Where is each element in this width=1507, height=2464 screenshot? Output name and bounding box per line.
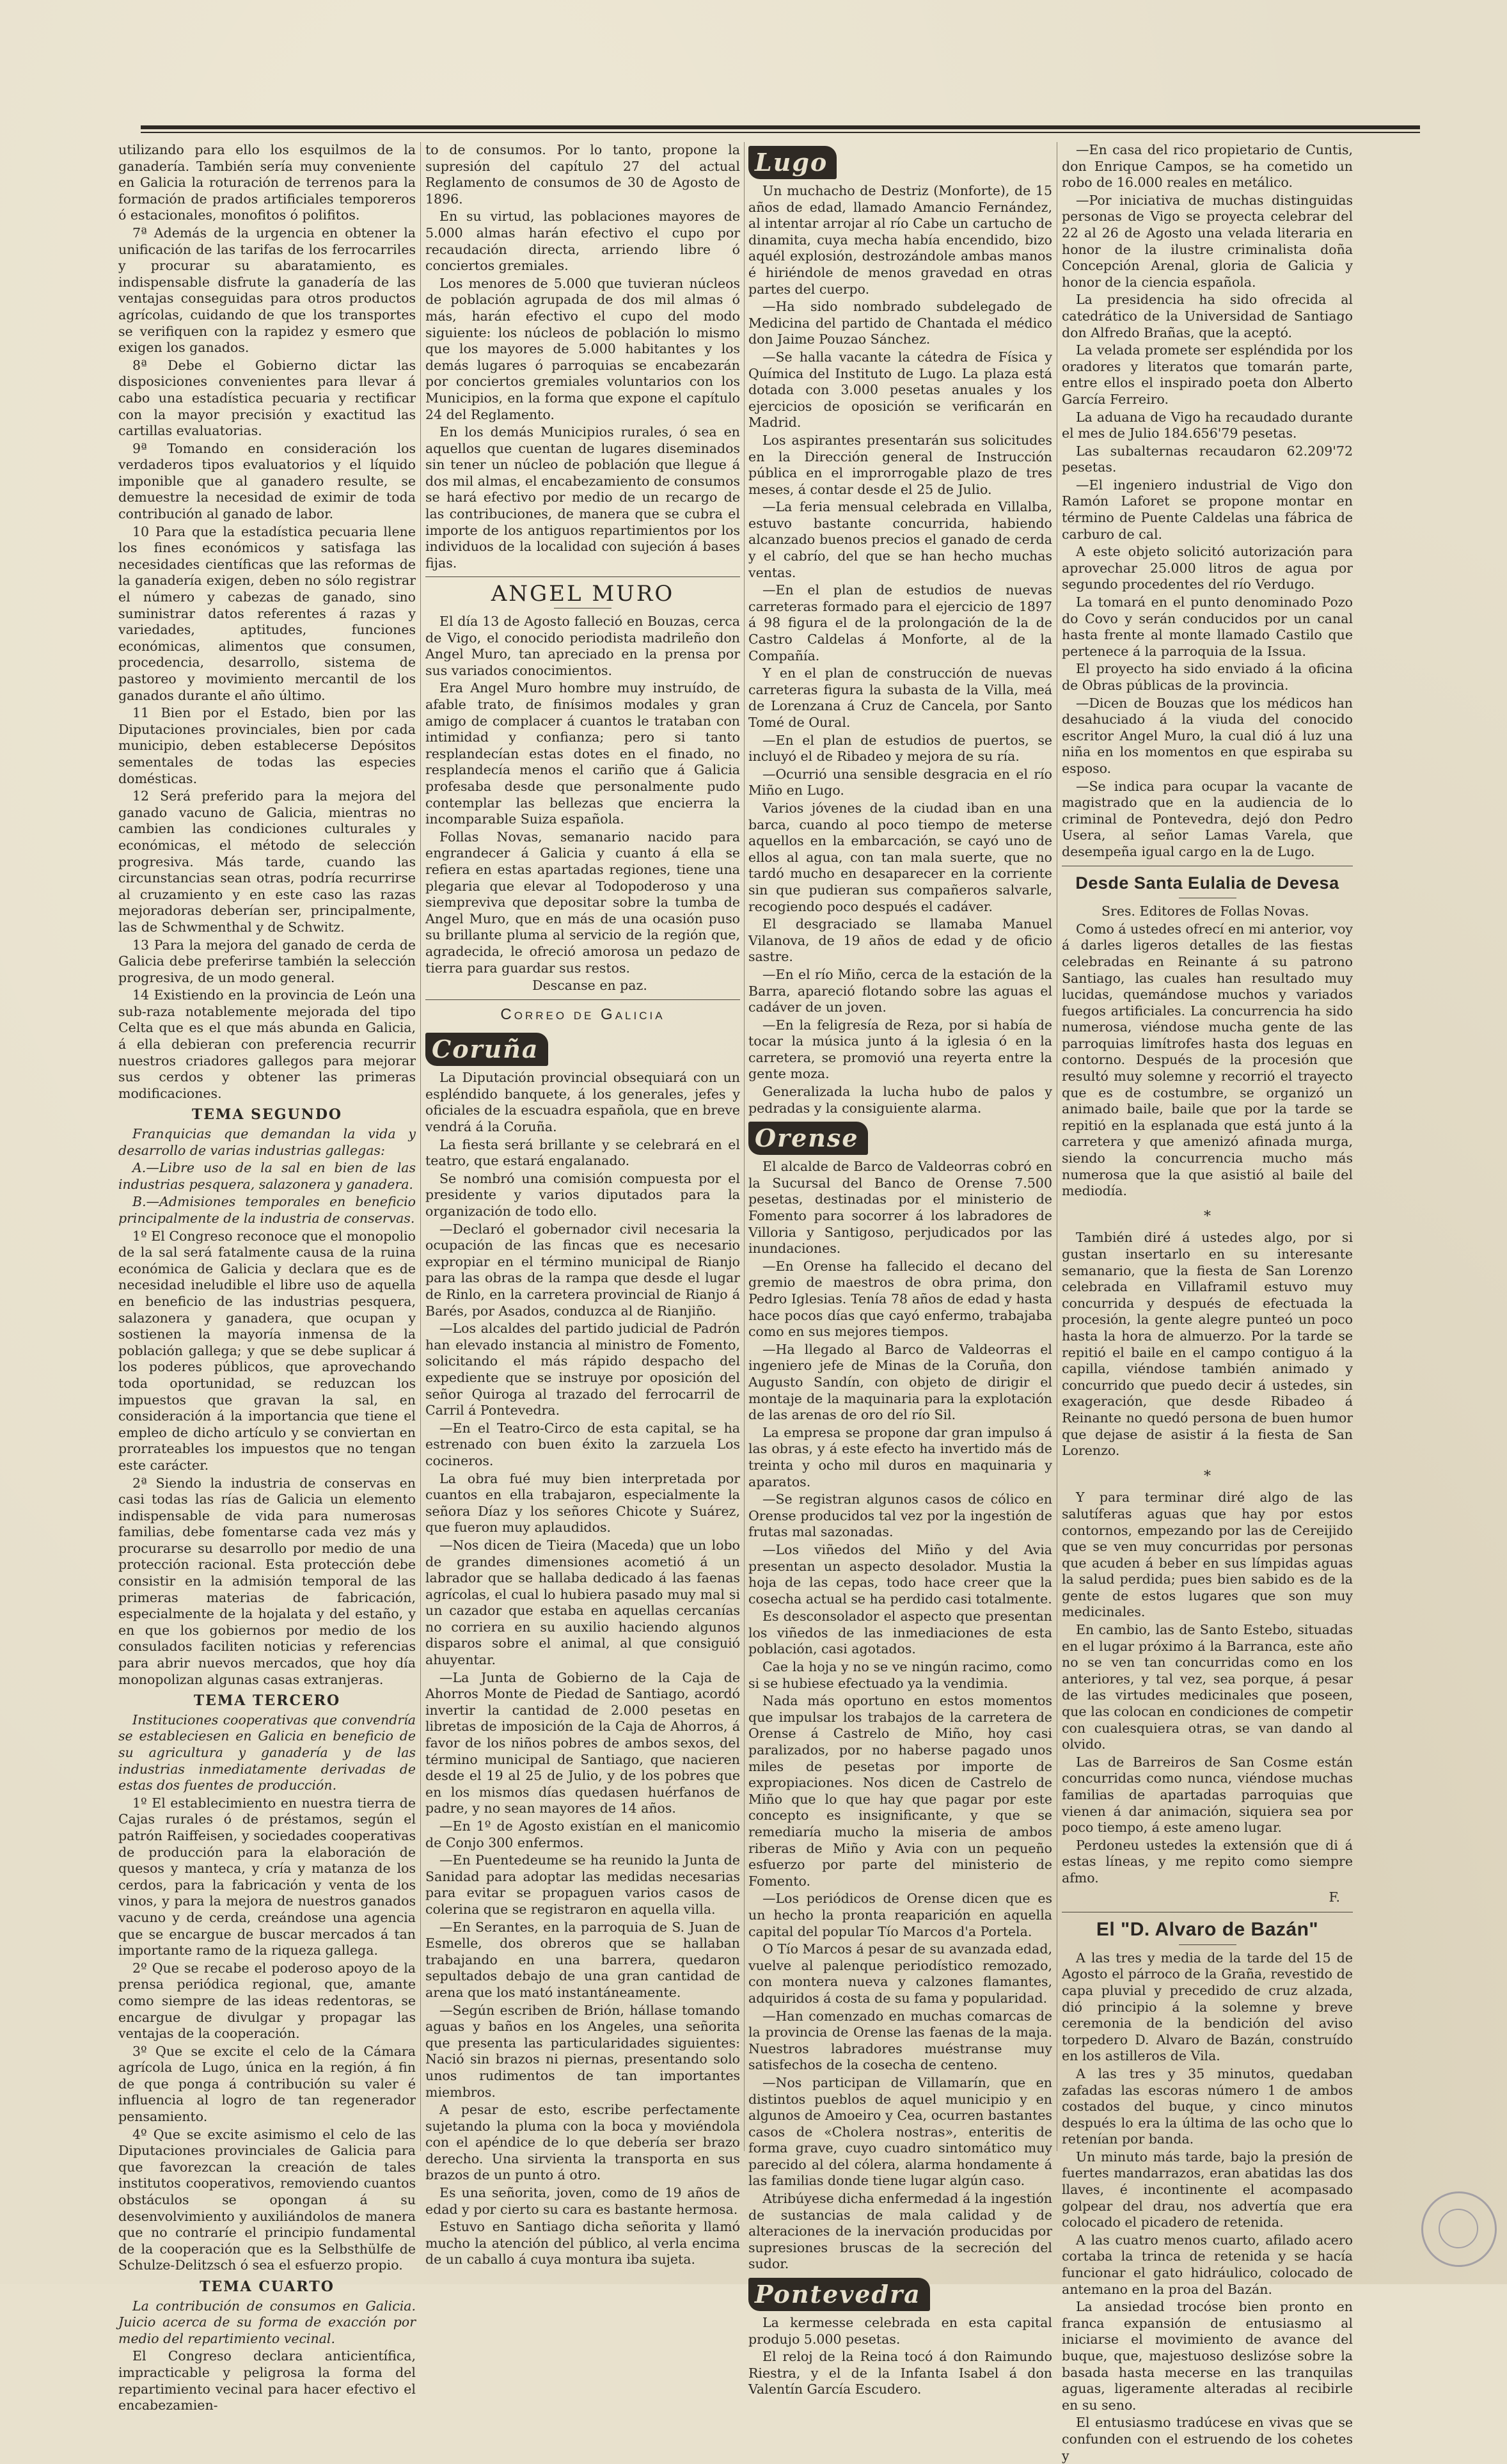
paragraph: El proyecto ha sido enviado á la oficina de Obras públicas de la provincia. (1062, 661, 1353, 693)
paragraph: Los aspirantes presentarán sus solicitudes en la Dirección general de Instrucción pública en el improrrogable plazo de tres meses, á contar desde el 25 de Julio. (748, 432, 1052, 497)
paragraph: En su virtud, las poblaciones mayores de 5.000 almas harán efectivo el cupo por recaudación directa, arriendo libre ó conciertos gremiales. (425, 209, 740, 274)
paragraph: Y en el plan de construcción de nuevas carreteras figura la subasta de la Villa, meá de Lorenzana á Cruz de Cancela, por Santo Tomé de Oural. (748, 665, 1052, 730)
paragraph: Un minuto más tarde, bajo la presión de fuertes mandarrazos, eran abatidas las dos llaves, é incontinente el acompasado golpear del drau, nos advertía que era colocado el picadero de retenida. (1062, 2149, 1353, 2230)
paragraph: Un muchacho de Destriz (Monforte), de 15 años de edad, llamado Amancio Fernández, al intentar arrojar al río Cabe un cartucho de dinamita, cuya mecha había encendido, bizo aquél explosión, destrozándole ambas manos é hiriéndole de menos gravedad en otras partes del cuerpo. (748, 183, 1052, 297)
article-title: Desde Santa Eulalia de Devesa (1075, 873, 1339, 893)
paragraph: to de consumos. Por lo tanto, propone la supresión del capítulo 27 del actual Reglamento de consumos de 30 de Agosto de 1896. (425, 142, 740, 207)
paragraph: —Los periódicos de Orense dicen que es un hecho la pronta reaparición en aquella capital del popular Tío Marcos d'a Portela. (748, 1891, 1052, 1939)
paragraph: Las subalternas recaudaron 62.209'72 pesetas. (1062, 443, 1353, 475)
section-heading: TEMA CUARTO (200, 2278, 335, 2295)
paragraph: 9ª Tomando en consideración los verdaderos tipos evaluatorios y el líquido imponible que al ganadero resulte, se demuestre la necesidad de eximir de toda contribución al ganado de labor. (118, 440, 416, 522)
paragraph: —En 1º de Agosto existían en el manicomio de Conjo 300 enfermos. (425, 1818, 740, 1850)
paragraph: —Ocurrió una sensible desgracia en el río Miño en Lugo. (748, 766, 1052, 799)
city-banner-pontevedra: Pontevedra (748, 2278, 930, 2311)
paragraph: Las de Barreiros de San Cosme están concurridas como nunca, viéndose muchas familias de apartadas parroquias que vienen á dar animación, siquiera sea por poco tiempo, á este ameno lugar. (1062, 1754, 1353, 1836)
paragraph: Descanse en paz. (532, 978, 647, 994)
paragraph: —En Puentedeume se ha reunido la Junta de Sanidad para adoptar las medidas necesarias para evitar se propaguen varios casos de colerina que se registraron en aquella villa. (425, 1852, 740, 1917)
paragraph: La velada promete ser espléndida por los oradores y literatos que tomarán parte, entre ellos el inspirado poeta don Alberto García Ferreiro. (1062, 342, 1353, 407)
header-rule (141, 125, 1420, 129)
paragraph: A este objeto solicitó autorización para aprovechar 25.000 litros de agua por segundo procedentes del río Verdugo. (1062, 544, 1353, 592)
paragraph: —Se registran algunos casos de cólico en Orense producidos tal vez por la ingestión de frutas mal sazonadas. (748, 1491, 1052, 1540)
paragraph: El alcalde de Barco de Valdeorras cobró en la Sucursal del Banco de Orense 7.500 pesetas, destinadas por el ministerio de Fomento para socorrer á los labradores de Villoria y Santigoso, perjudicados por las inundaciones. (748, 1159, 1052, 1257)
paragraph: Como á ustedes ofrecí en mi anterior, voy á darles ligeros detalles de las fiestas celebradas en Reinante á su patrono Santiago, las cuales han resultado muy lucidas, quemándose muchos y variados fuegos artificiales. La concurrencia ha sido numerosa, viéndose mucha gente de las parroquias limítrofes hasta dos leguas en contorno. Después de la procesión que resultó muy solemne y recorrió el trayecto que es de costumbre, se organizó un animado baile, baile que por la tarde se repitió en la esplanada que está junto á la carretera y que amenizó afinada murga, siendo la concurrencia mucho más numerosa que la que asistió al baile del mediodía. (1062, 921, 1353, 1199)
section-subtitle: B.—Admisiones temporales en beneficio principalmente de la industria de conservas. (118, 1194, 416, 1226)
asterism: * (1204, 1468, 1211, 1484)
paragraph: —En casa del rico propietario de Cuntis, don Enrique Campos, se ha cometido un robo de 16.000 reales en metálico. (1062, 142, 1353, 191)
paragraph: 12 Será preferido para la mejora del ganado vacuno de Galicia, mientras no cambien las condiciones culturales y económicas, el método de selección progresiva. Más tarde, cuando las circunstancias sean otras, podría recurrirse al cruzamiento y en este caso las razas mejoradoras deberían ser, principalmente, las de Schwmenthal y de Schwitz. (118, 788, 416, 935)
paragraph: —En el Teatro-Circo de esta capital, se ha estrenado con buen éxito la zarzuela Los cocineros. (425, 1420, 740, 1468)
section-heading: TEMA TERCERO (193, 1692, 341, 1710)
paragraph: O Tío Marcos á pesar de su avanzada edad, vuelve al palenque periodístico remozado, con montera nueva y calzones flamantes, adquiridos á costa de su fama y popularidad. (748, 1941, 1052, 2006)
asterism: * (1204, 1208, 1211, 1225)
paragraph: Varios jóvenes de la ciudad iban en una barca, cuando al poco tiempo de meterse aquellos en la embarcación, se cayó uno de ellos al agua, con tan mala suerte, que no tardó mucho en desaparecer en la corriente sin que pudieran sus compañeros salvarle, recogiendo poco después el cadáver. (748, 800, 1052, 914)
paragraph: —Nos participan de Villamarín, que en distintos pueblos de aquel municipio y en algunos de Amoeiro y Cea, ocurren bastantes casos de «Cholera nostras», enteritis de forma grave, cuyo cuadro sintomático muy parecido al del cólera, alarma hondamente á las familias donde tiene lugar algún caso. (748, 2074, 1052, 2189)
paragraph: En cambio, las de Santo Estebo, situadas en el lugar próximo á la Barranca, este año no se ven tan concurridas como en los anteriores, y tal vez, sea porque, á pesar de las virtudes medicinales que poseen, que las colocan en condiciones de competir con cualesquiera otras, se van dando al olvido. (1062, 1622, 1353, 1753)
paragraph: A las tres y 35 minutos, quedaban zafadas las escoras número 1 de ambos costados del buque, y cinco minutos después lo era la última de las ocho que lo retenían por banda. (1062, 2065, 1353, 2147)
paragraph: —En el plan de estudios de puertos, se incluyó el de Ribadeo y mejora de su ría. (748, 732, 1052, 765)
paragraph: Es desconsolador el aspecto que presentan los viñedos de las inmediaciones de esta población, casi agotados. (748, 1609, 1052, 1657)
paragraph: —Declaró el gobernador civil necesaria la ocupación de las fincas que es necesario expropiar en el término municipal de Rianjo para las obras de la rampa que desde el lugar de Rinlo, en la carretera provincial de Rianjo á Barés, por Asados, conduzca al de Rianjiño. (425, 1221, 740, 1319)
salutation: Sres. Editores de Follas Novas. (1101, 903, 1309, 919)
paragraph: 4º Que se excite asimismo el celo de las Diputaciones provinciales de Galicia para que favorezcan la creación de tales institutos cooperativos, removiendo cuantos obstáculos se opongan á su desenvolvimiento y auxiliándolos de manera que no contraríe el principio fundamental de la cooperación que es la Selbsthülfe de Schulze-Delitzsch ó sea el esfuerzo propio. (118, 2126, 416, 2273)
library-stamp-icon (1421, 2191, 1497, 2267)
paragraph: La Diputación provincial obsequiará con un espléndido banquete, á los generales, jefes y oficiales de la escuadra española, que en breve vendrá á la Coruña. (425, 1070, 740, 1135)
paragraph: La kermesse celebrada en esta capital produjo 5.000 pesetas. (748, 2315, 1052, 2347)
paragraph: utilizando para ello los esquilmos de la ganadería. También sería muy conveniente en Galicia la roturación de terrenos para la formación de prados artificiales temporeros ó estacionales, monofitos ó polifitos. (118, 142, 416, 223)
paragraph: —La Junta de Gobierno de la Caja de Ahorros Monte de Piedad de Santiago, acordó invertir la cantidad de 2.000 pesetas en libretas de imposición de la Caja de Ahorros, á favor de los niños pobres de ambos sexos, del término municipal de Santiago, que nacieren desde el 19 al 25 de Julio, y de los pobres que en los mismos días quedasen huérfanos de padre, y no sean mayores de 14 años. (425, 1669, 740, 1816)
section-subtitle: A.—Libre uso de la sal en bien de las industrias pesquera, salazonera y ganadera. (118, 1160, 416, 1192)
paragraph: 2ª Siendo la industria de conservas en casi todas las rías de Galicia un elemento indispensable de vida para numerosas familias, debe fomentarse cada vez más y procurarse su desarrollo por medio de una protección racional. Esta protección debe consistir en la admisión temporal de las primeras materias de fabricación, especialmente de la hojalata y del estaño, y en que los gobiernos por medio de los consulados faciliten noticias y referencias para abrir nuevos mercados, que hoy día monopolizan algunas casas extranjeras. (118, 1475, 416, 1687)
paragraph: Atribúyese dicha enfermedad á la ingestión de sustancias de mala calidad y de alteraciones de la inervación producidas por supresiones bruscas de la secreción del sudor. (748, 2191, 1052, 2272)
paragraph: El día 13 de Agosto falleció en Bouzas, cerca de Vigo, el conocido periodista madrileño don Angel Muro, tan apreciado en la prensa por sus variados conocimientos. (425, 614, 740, 678)
column-divider (744, 142, 745, 2151)
paragraph: —Nos dicen de Tieira (Maceda) que un lobo de grandes dimensiones acometió á un labrador que se hallaba dedicado á las faenas agrícolas, el cual lo hubiera pasado muy mal si un cazador que estaba en aquellas cercanías no corriera en su auxilio haciendo algunos disparos sobre el animal, al que consiguió ahuyentar. (425, 1537, 740, 1668)
paragraph: —Ha llegado al Barco de Valdeorras el ingeniero jefe de Minas de la Coruña, don Augusto Sandín, con objeto de dirigir el montaje de la maquinaria para la explotación de las arenas de oro del río Sil. (748, 1341, 1052, 1423)
paragraph: A pesar de esto, escribe perfectamente sujetando la pluma con la boca y moviéndola con el apéndice de lo que debería ser brazo derecho. Una sirvienta la transporta en sus brazos de un punto á otro. (425, 2102, 740, 2183)
paragraph: 3º Que se excite el celo de la Cámara agrícola de Lugo, única en la región, á fin de que ponga á contribución su valer é influencia al logro de tan regenerador pensamiento. (118, 2043, 416, 2125)
paragraph: —Los viñedos del Miño y del Avia presentan un aspecto desolador. Mustia la hoja de las cepas, todo hace creer que la cosecha actual se ha perdido casi totalmente. (748, 1541, 1052, 1607)
section-heading: TEMA SEGUNDO (191, 1106, 343, 1124)
paragraph: 1º El establecimiento en nuestra tierra de Cajas rurales ó de préstamos, según el patrón Raiffeisen, y sociedades cooperativas de producción para la elaboración de quesos y manteca, y cría y matanza de los cerdos, para la fabricación y venta de los vinos, y para la mejora de nuestros ganados vacuno y de cerda, creándose una agencia que se encargue de buscar mercados á tan importante ramo de la riqueza gallega. (118, 1795, 416, 1959)
paragraph: —En Serantes, en la parroquia de S. Juan de Esmelle, dos obreros que se hallaban trabajando en una barrera, quedaron sepultados debajo de una gran cantidad de arena que los mató instantáneamente. (425, 1919, 740, 2000)
signature: F. (1329, 1889, 1340, 1905)
paragraph: 7ª Además de la urgencia en obtener la unificación de las tarifas de los ferrocarriles y procurar su abaratamiento, es indispensable disfrute la ganadería de las ventajas conseguidas para otros productos agrícolas, cuidando de que los transportes se verifiquen con la rapidez y esmero que exigen los ganados. (118, 225, 416, 356)
paragraph: También diré á ustedes algo, por si gustan insertarlo en su interesante semanario, que la fiesta de San Lorenzo celebrada en Villaframil estuvo muy concurrida y después de efectuada la procesión, la gente alegre punteó un poco hasta la hora de almuerzo. Por la tarde se repitió el baile en el campo contiguo á la capilla, viéndose también animado y concurrido que puedo decir á ustedes, sin exageración, que desde Ribadeo á Reinante no quedó persona de buen humor que dejase de asistir á la fiesta de San Lorenzo. (1062, 1230, 1353, 1459)
paragraph: Se nombró una comisión compuesta por el presidente y varios diputados para la organización de todo ello. (425, 1170, 740, 1220)
paragraph: —Según escriben de Brión, hállase tomando aguas y baños en los Angeles, una señorita que presenta las particularidades siguientes: Nació sin brazos ni piernas, presentando solo unos rudimentos de tan importantes miembros. (425, 2002, 740, 2100)
paragraph: La obra fué muy bien interpretada por cuantos en ella trabajaron, especialmente la señora Díaz y los señores Chicote y Suárez, que fueron muy aplaudidos. (425, 1470, 740, 1536)
paragraph: A las cuatro menos cuarto, afilado acero cortaba la trinca de retenida y se hacía funcionar el gato hidráulico, colocado de antemano en la proa del Bazán. (1062, 2232, 1353, 2297)
paragraph: —En el río Miño, cerca de la estación de la Barra, apareció flotando sobre las aguas el cadáver de un joven. (748, 966, 1052, 1015)
paragraph: 8ª Debe el Gobierno dictar las disposiciones convenientes para llevar á cabo una estadística pecuaria y rectificar con la mayor precisión y exactitud las cartillas evaluatorias. (118, 357, 416, 439)
section-subtitle: Instituciones cooperativas que convendría se estableciesen en Galicia en beneficio de su agricultura y ganadería y de las industrias inmediatamente derivadas de estas dos fuentes de producción. (118, 1712, 416, 1793)
paragraph: 1º El Congreso reconoce que el monopolio de la sal será fatalmente causa de la ruina económica de Galicia y declara que es de necesidad ineludible el libre uso de aquella en beneficio de las industrias pesquera, salazonera y ganadera, que ocupan y sostienen la mayoría inmensa de la población gallega; y que se debe suplicar á los poderes públicos, que aprovechando toda oportunidad, se reduzcan los impuestos que gravan la sal, en consideración á la importancia que tiene el empleo de dicho artículo y se conviertan en prorrateables los impuestos que no tengan este carácter. (118, 1228, 416, 1473)
section-rule (425, 999, 740, 1000)
paragraph: 10 Para que la estadística pecuaria llene los fines económicos y satisfaga las necesidades científicas que las reformas de la ganadería exigen, deben no sólo registrar el número y cabezas de ganado, sino suministrar datos referentes á razas y variedades, aptitudes, funciones económicas, alimentos que consumen, procedencia, desarrollo, sistema de pastoreo y movimiento mercantil de los ganados durante el año último. (118, 523, 416, 703)
paragraph: —En Orense ha fallecido el decano del gremio de maestros de obra prima, don Pedro Iglesias. Tenía 78 años de edad y hasta hace pocos días que cayó enfermo, trabajaba como en sus mejores tiempos. (748, 1258, 1052, 1340)
city-banner-lugo: Lugo (748, 146, 837, 179)
paragraph: A las tres y media de la tarde del 15 de Agosto el párroco de la Graña, revestido de capa pluvial y precedido de cruz alzada, dió principio á la solemne y breve ceremonia de la bendición del aviso torpedero D. Alvaro de Bazán, construído en los astilleros de Vila. (1062, 1950, 1353, 2064)
paragraph: La tomará en el punto denominado Pozo do Covo y serán conducidos por un canal hasta frente al monte llamado Castilo que pertenece á la parroquia de la Issua. (1062, 594, 1353, 659)
paragraph: —El ingeniero industrial de Vigo don Ramón Laforet se propone montar en término de Puente Caldelas una fábrica de carburo de cal. (1062, 477, 1353, 542)
title-rule (1179, 1944, 1236, 1945)
paragraph: Estuvo en Santiago dicha señorita y llamó mucho la atención del público, al verla encima de un caballo á cuya montura iba sujeta. (425, 2219, 740, 2268)
paragraph: 11 Bien por el Estado, bien por las Diputaciones provinciales, bien por cada municipio, deben establecerse Depósitos sementales de todas las especies domésticas. (118, 705, 416, 786)
column-2 (425, 142, 740, 2268)
paragraph: Y para terminar diré algo de las salutíferas aguas que hay por estos contornos, empezando por las de Cereijido que se ven muy concurridas por personas que acuden á beber en sus límpidas aguas la salud perdida; pues bien sabido es de la gente de estos lugares que son muy medicinales. (1062, 1490, 1353, 1620)
paragraph: —En el plan de estudios de nuevas carreteras formado para el ejercicio de 1897 á 98 figura el de la prolongación de la de Castro Caldelas á Monforte, al de la Compañía. (748, 582, 1052, 664)
paragraph: El entusiasmo tradúcese en vivas que se confunden con el estruendo de los cohetes y (1062, 2415, 1353, 2463)
paragraph: Es una señorita, joven, como de 19 años de edad y por cierto su cara es bastante hermosa. (425, 2185, 740, 2217)
paragraph: —Dicen de Bouzas que los médicos han desahuciado á la viuda del conocido escritor Angel Muro, la cual dió á luz una niña en los momentos en que espiraba su esposo. (1062, 695, 1353, 776)
section-rule (425, 576, 740, 577)
paragraph: —Se halla vacante la cátedra de Física y Química del Instituto de Lugo. La plaza está dotada con 3.000 pesetas anuales y los ejercicios de oposición se verificarán en Madrid. (748, 349, 1052, 431)
column-divider (420, 142, 421, 2151)
paragraph: —Se indica para ocupar la vacante de magistrado que en la audiencia de lo criminal de Pontevedra, dejó don Pedro Usera, al señor Lamas Varela, que desempeña igual cargo en la de Lugo. (1062, 778, 1353, 859)
paragraph: La empresa se propone dar gran impulso á las obras, y á este efecto ha invertido más de treinta y ocho mil duros en maquinaria y aparatos. (748, 1424, 1052, 1490)
paragraph: —Han comenzado en muchas comarcas de la provincia de Orense las faenas de la maja. Nuestros labradores muéstranse muy satisfechos de la cosecha de centeno. (748, 2008, 1052, 2073)
paragraph: La aduana de Vigo ha recaudado durante el mes de Julio 184.656'79 pesetas. (1062, 409, 1353, 441)
city-banner-orense: Orense (748, 1122, 868, 1155)
paragraph: La presidencia ha sido ofrecida al catedrático de la Universidad de Santiago don Alfredo Brañas, que la aceptó. (1062, 292, 1353, 340)
column-3 (748, 142, 1052, 2397)
article-title: ANGEL MURO (491, 581, 675, 607)
column-4 (1062, 142, 1353, 2463)
paragraph: Los menores de 5.000 que tuvieran núcleos de población agrupada de dos mil almas ó más, harán efectivo el cupo del modo siguiente: los núcleos de población lo mismo que los mayores de 5.000 habitantes y los demás lugares ó parroquias se encabezarán por conciertos gremiales voluntarios con los Municipios, en la forma que expone el capítulo 24 del Reglamento. (425, 275, 740, 422)
paragraph: —Por iniciativa de muchas distinguidas personas de Vigo se proyecta celebrar del 22 al 26 de Agosto una velada literaria en honor de la ilustre criminalista doña Concepción Arenal, gloria de Galicia y honor de la ciencia española. (1062, 192, 1353, 290)
header-rule-thin (141, 132, 1420, 133)
section-heading: Correo de Galicia (500, 1005, 665, 1023)
paragraph: Generalizada la lucha hubo de palos y pedradas y la consiguiente alarma. (748, 1084, 1052, 1116)
paragraph: 14 Existiendo en la provincia de León una sub-raza notablemente mejorada del tipo Celta que es el que más abunda en Galicia, á ella debieran con preferencia recurrir nuestros criadores gallegos para mejorar sus cerdos y obtener las primeras modificaciones. (118, 987, 416, 1101)
paragraph: La ansiedad trocóse bien pronto en franca expansión de entusiasmo al iniciarse el movimiento de avance del buque, que, majestuoso deslizóse sobre la basada hasta mecerse en las tranquilas aguas, ligeramente alteradas al recibirle en su seno. (1062, 2299, 1353, 2413)
paragraph: 2º Que se recabe el poderoso apoyo de la prensa periódica regional, que, amante como siempre de las ideas redentoras, se encargue de divulgar y propagar las ventajas de la cooperación. (118, 1960, 416, 2042)
paragraph: El reloj de la Reina tocó á don Raimundo Riestra, y el de la Infanta Isabel á don Valentín García Escudero. (748, 2349, 1052, 2397)
paragraph: Perdoneu ustedes la extensión que di á estas líneas, y me repito como siempre afmo. (1062, 1837, 1353, 1886)
paragraph: En los demás Municipios rurales, ó sea en aquellos que cuentan de lugares diseminados sin tener un núcleo de población que llegue á dos mil almas, el encabezamiento de consumos se hará efectivo por medio de un recargo de las contribuciones, de manera que se cubra el importe de los antiguos repartimientos por los individuos de la localidad con sujeción á bases fijas. (425, 424, 740, 571)
section-subtitle: La contribución de consumos en Galicia. Juicio acerca de su forma de exacción por medio del repartimiento vecinal. (118, 2298, 416, 2346)
paragraph: —Los alcaldes del partido judicial de Padrón han elevado instancia al ministro de Fomento, solicitando el más rápido despacho del expediente que se instruye por oposición del señor Quiroga al trazado del ferrocarril de Carril á Pontevedra. (425, 1321, 740, 1419)
city-banner-coruna: Coruña (425, 1033, 548, 1066)
column-1 (118, 142, 416, 2413)
paragraph: Cae la hoja y no se ve ningún racimo, como si se hubiese efectuado ya la vendimia. (748, 1659, 1052, 1691)
section-subtitle: Franquicias que demandan la vida y desarrollo de varias industrias gallegas: (118, 1126, 416, 1158)
paragraph: —La feria mensual celebrada en Villalba, estuvo bastante concurrida, habiendo alcanzado buenos precios el ganado de cerda y el cabrío, del que se han hecho muchas ventas. (748, 499, 1052, 580)
paragraph: El desgraciado se llamaba Manuel Vilanova, de 19 años de edad y de oficio sastre. (748, 916, 1052, 965)
paragraph: —En la feligresía de Reza, por si había de tocar la música junto á la iglesia ó en la carretera, se promovió una reyerta entre la gente moza. (748, 1017, 1052, 1082)
article-title: El "D. Alvaro de Bazán" (1096, 1919, 1319, 1941)
paragraph: Era Angel Muro hombre muy instruído, de afable trato, de finísimos modales y gran amigo de complacer á cuantos le trataban con intimidad y confianza; pero si tanto resplandecían estas dotes en el finado, no resplandecía menos el cariño que á Galicia profesaba desde que personalmente pudo contemplar las bellezas que encierra la incomparable Suiza española. (425, 680, 740, 827)
paragraph: Follas Novas, semanario nacido para engrandecer á Galicia y cuanto á ella se refiera en estas apartadas regiones, tiene una plegaria que elevar al Todopoderoso y una siempreviva que depositar sobre la tumba de Angel Muro, que en más de una ocasión puso su brillante pluma al servicio de la región que, agradecida, le ofreció amorosa un pedazo de tierra para guardar sus restos. (425, 829, 740, 976)
paragraph: La fiesta será brillante y se celebrará en el teatro, que estará engalanado. (425, 1136, 740, 1169)
paragraph: —Ha sido nombrado subdelegado de Medicina del partido de Chantada el médico don Jaime Pouzao Sánchez. (748, 299, 1052, 347)
paragraph: 13 Para la mejora del ganado de cerda de Galicia debe preferirse también la selección progresiva, de un modo general. (118, 937, 416, 985)
paragraph: El Congreso declara anticientífica, impracticable y peligrosa la forma del repartimiento vecinal para hacer efectivo el encabezamien- (118, 2348, 416, 2413)
paragraph: Nada más oportuno en estos momentos que impulsar los trabajos de la carretera de Orense á Castrelo de Miño, hoy casi paralizados, por no haberse pagado unos miles de pesetas por importe de expropiaciones. Nos dicen de Castrelo de Miño que lo que hay que pagar por este concepto es insignificante, y que se remediaría mucho la miseria de ambos riberas de Miño y Avia con un pequeño esfuerzo por parte del ministerio de Fomento. (748, 1693, 1052, 1889)
